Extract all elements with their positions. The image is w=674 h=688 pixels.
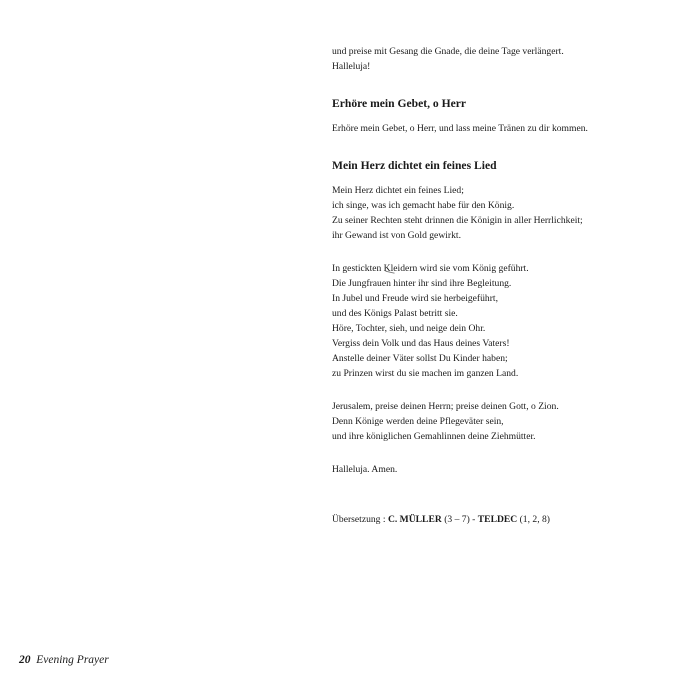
text-line: und des Königs Palast betritt sie.	[332, 308, 458, 319]
credit-range-1: (3 – 7) -	[441, 514, 478, 525]
text-line: Mein Herz dichtet ein feines Lied;	[332, 185, 464, 196]
footer-title: Evening Prayer	[36, 654, 109, 666]
page-number: 20	[19, 654, 31, 666]
text-column	[332, 44, 652, 527]
credit-name-1: C. MÜLLER	[387, 514, 442, 525]
text-line: Jerusalem, preise deinen Herrn; preise deinen Gott, o Zion.	[332, 401, 559, 412]
text-line: Zu seiner Rechten steht drinnen die Königin in aller Herrlichkeit;	[332, 215, 583, 226]
text-line: zu Prinzen wirst du sie machen im ganzen Land.	[332, 368, 519, 379]
text-line: Halleluja!	[332, 61, 371, 72]
stanza	[332, 183, 652, 243]
translation-credit	[332, 512, 652, 527]
text-line: Vergiss dein Volk und das Haus deines Vaters!	[332, 338, 510, 349]
text-line: Die Jungfrauen hinter ihr sind ihre Begleitung.	[332, 278, 512, 289]
credit-range-2: (1, 2, 8)	[517, 514, 550, 525]
page-footer	[19, 654, 109, 666]
opening-block	[332, 44, 652, 74]
stanza	[332, 261, 652, 381]
text-line: und preise mit Gesang die Gnade, die deine Tage verlängert.	[332, 46, 564, 57]
credit-name-2: TELDEC	[477, 514, 518, 525]
ink-mark	[385, 270, 395, 274]
credit-prefix: Übersetzung :	[332, 514, 388, 525]
text-line: Denn Könige werden deine Pflegeväter sein,	[332, 416, 504, 427]
section-heading: Mein Herz dichtet ein feines Lied	[332, 159, 497, 172]
section-heading: Erhöre mein Gebet, o Herr	[332, 97, 467, 110]
text-line: Erhöre mein Gebet, o Herr, und lass meine Tränen zu dir kommen.	[332, 123, 588, 134]
text-line: ihr Gewand ist von Gold gewirkt.	[332, 230, 461, 241]
text-line: Höre, Tochter, sieh, und neige dein Ohr.	[332, 323, 486, 334]
text-line: In gestickten Kleidern wird sie vom König geführt.	[332, 263, 529, 274]
text-line: In Jubel und Freude wird sie herbeigeführt,	[332, 293, 498, 304]
text-line: und ihre königlichen Gemahlinnen deine Ziehmütter.	[332, 431, 536, 442]
stanza	[332, 399, 652, 444]
text-line: Anstelle deiner Väter sollst Du Kinder haben;	[332, 353, 508, 364]
text-line: ich singe, was ich gemacht habe für den König.	[332, 200, 515, 211]
closing-line: Halleluja. Amen.	[332, 464, 398, 475]
